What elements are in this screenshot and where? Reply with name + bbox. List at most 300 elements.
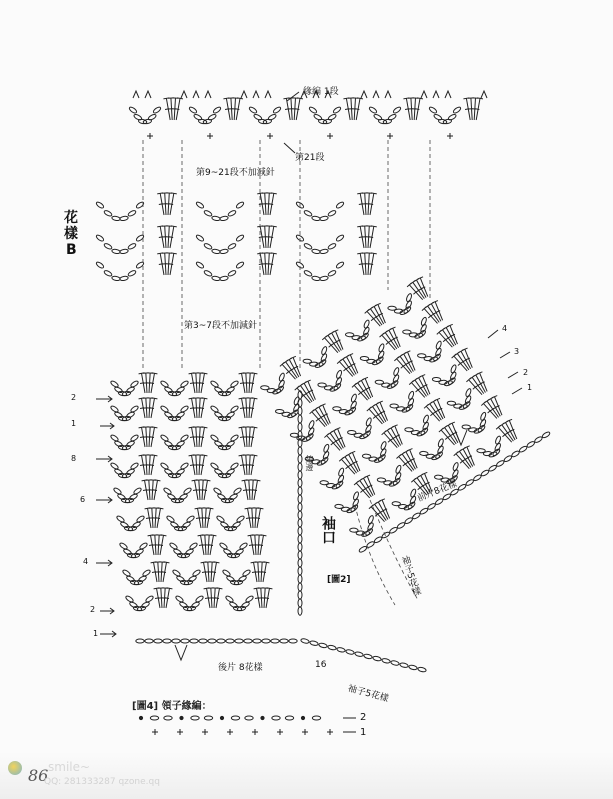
sc-stitch: [207, 133, 213, 139]
chain-stitch: [372, 656, 381, 662]
chain-stitch: [195, 201, 204, 209]
chain-stitch: [217, 639, 225, 643]
chain-stitch: [298, 567, 302, 575]
chain-stitch: [130, 462, 139, 470]
chain-stitch: [303, 210, 312, 218]
chain-stitch: [303, 243, 312, 251]
chain-stitch: [406, 293, 413, 302]
chain-stitch: [183, 487, 192, 495]
row-number-left-1: 2: [71, 393, 77, 402]
chain-stitch: [541, 431, 550, 439]
chain-stitch: [95, 201, 104, 209]
chain-stitch: [335, 261, 344, 269]
pattern-b-char-1: 花: [64, 210, 78, 226]
label-leader: [284, 143, 295, 153]
chain-stitch: [526, 440, 535, 448]
chain-stitch: [437, 438, 444, 447]
chain-stitch: [203, 210, 212, 218]
label-sleeve-patterns: 袖子5花樣: [346, 683, 390, 705]
chain-stitch: [378, 343, 385, 352]
slip-stitch-icon: [220, 716, 223, 719]
chain-stitch: [195, 261, 204, 269]
chain-stitch: [488, 464, 497, 472]
footer-bar: [0, 752, 613, 799]
chain-stitch: [327, 210, 336, 218]
chain-stitch: [465, 388, 472, 397]
chain-stitch: [235, 201, 244, 209]
chain-stitch: [95, 261, 104, 269]
picot-icon: [361, 91, 367, 98]
chain-stitch: [233, 487, 242, 495]
chain-stitch: [380, 441, 387, 450]
chain-stitch: [95, 234, 104, 242]
dc-stitch: [250, 427, 258, 447]
chain-stitch: [145, 595, 154, 603]
chain-stitch: [298, 591, 302, 599]
dc-stitch: [369, 253, 377, 275]
picot-icon: [241, 91, 247, 98]
chain-stitch: [208, 113, 217, 121]
dc-stitch: [250, 455, 258, 475]
dc-stitch: [200, 427, 208, 447]
chain-stitch: [271, 639, 279, 643]
chain-stitch: [190, 639, 198, 643]
chain-stitch: [480, 412, 487, 421]
dc-stitch: [369, 226, 377, 248]
chain-stitch: [427, 502, 436, 510]
watermark-qq: QQ: 281333287 qzone.qq: [44, 777, 160, 787]
chain-stitch: [298, 495, 302, 503]
chain-stitch: [321, 346, 328, 355]
dc-stitch: [165, 588, 173, 608]
chain-stitch: [480, 469, 489, 477]
sc-stitch: [277, 729, 283, 735]
chain-stitch: [245, 595, 254, 603]
chain-stitch: [239, 542, 248, 550]
chain-stitch: [127, 270, 136, 278]
dc-stitch: [209, 535, 217, 555]
chain-stitch: [298, 535, 302, 543]
row-number-left-7: 1: [93, 629, 99, 638]
label-rows-9-21: 第9~21段不加減針: [196, 168, 275, 178]
dc-stitch: [262, 562, 270, 582]
dc-stitch: [269, 193, 277, 215]
chain-stitch: [272, 106, 281, 114]
chain-stitch: [164, 716, 172, 720]
row-arrow: [508, 372, 518, 378]
sc-stitch: [327, 729, 333, 735]
chain-stitch: [235, 639, 243, 643]
label-edge: 編邊: [305, 455, 314, 471]
dc-stitch: [162, 562, 170, 582]
chain-stitch: [473, 474, 482, 482]
dc-stitch: [159, 535, 167, 555]
chain-stitch: [519, 445, 528, 453]
chain-stitch: [150, 716, 158, 720]
slip-stitch-icon: [301, 716, 304, 719]
row-arrow: [512, 388, 522, 394]
chain-stitch: [242, 569, 251, 577]
dc-stitch: [156, 508, 164, 528]
chain-stitch: [163, 639, 171, 643]
dc-stitch: [355, 98, 363, 120]
pattern-b-rows: [95, 193, 376, 281]
row-number-left-4: 6: [80, 495, 86, 504]
chain-stitch: [180, 434, 189, 442]
guide-curve: [355, 505, 395, 605]
chain-stitch: [136, 515, 145, 523]
picot-icon: [481, 91, 487, 98]
chain-stitch: [119, 216, 128, 222]
chain-stitch: [230, 405, 239, 413]
chain-stitch: [381, 658, 390, 664]
chain-stitch: [130, 405, 139, 413]
dc-stitch: [256, 508, 264, 528]
slip-stitch-icon: [139, 716, 142, 719]
chain-stitch: [422, 414, 429, 423]
chain-stitch: [219, 249, 228, 255]
chain-stitch: [204, 716, 212, 720]
chain-stitch: [503, 455, 512, 463]
pattern-b-char-2: 樣: [64, 226, 78, 242]
fig4-row2-label: 2: [360, 712, 367, 723]
chain-stitch: [365, 417, 372, 426]
chain-stitch: [236, 515, 245, 523]
chain-stitch: [298, 503, 302, 511]
dc-stitch: [169, 193, 177, 215]
chain-stitch: [319, 249, 328, 255]
chain-stitch: [195, 234, 204, 242]
row-number-left-2: 1: [71, 419, 77, 428]
chain-stitch: [363, 653, 372, 659]
dc-stitch: [212, 562, 220, 582]
dc-stitch: [200, 373, 208, 393]
chain-stitch: [452, 462, 459, 471]
chain-stitch: [139, 542, 148, 550]
chain-stitch: [435, 498, 444, 506]
chain-stitch: [363, 319, 370, 328]
body-rows: [110, 373, 302, 615]
chain-stitch: [298, 487, 302, 495]
dc-stitch: [150, 398, 158, 418]
dc-stitch: [295, 98, 303, 120]
dc-stitch: [206, 508, 214, 528]
chain-stitch: [358, 545, 367, 553]
chain-stitch: [298, 447, 302, 455]
row-number-left-3: 8: [71, 454, 77, 463]
chain-stitch: [180, 462, 189, 470]
chain-stitch: [396, 522, 405, 530]
row-number-right-2: 3: [514, 347, 520, 356]
picot-icon: [445, 91, 451, 98]
chain-stitch: [308, 106, 317, 114]
dc-stitch: [415, 98, 423, 120]
chain-stitch: [298, 551, 302, 559]
chain-stitch: [285, 716, 293, 720]
chain-stitch: [111, 276, 120, 282]
sc-stitch: [267, 133, 273, 139]
chain-stitch: [199, 639, 207, 643]
chain-stitch: [298, 543, 302, 551]
row-number-right-4: 1: [527, 383, 533, 392]
chain-stitch: [452, 106, 461, 114]
chain-stitch: [465, 479, 474, 487]
chain-stitch: [278, 372, 285, 381]
dc-stitch: [169, 253, 177, 275]
label-edging-row1: 緣編 1段: [303, 87, 339, 97]
chain-stitch: [227, 270, 236, 278]
dc-stitch: [169, 226, 177, 248]
chain-stitch: [203, 243, 212, 251]
sc-stitch: [202, 729, 208, 735]
picot-icon: [421, 91, 427, 98]
chain-stitch: [127, 243, 136, 251]
foundation-chain: [96, 92, 522, 673]
row-arrow: [500, 352, 510, 358]
picot-icon: [145, 91, 151, 98]
chain-stitch: [298, 559, 302, 567]
pattern-b-char-3: B: [66, 242, 77, 258]
chain-stitch: [280, 639, 288, 643]
chain-stitch: [293, 396, 300, 405]
chain-stitch: [450, 364, 457, 373]
dc-stitch: [259, 535, 267, 555]
chain-stitch: [417, 667, 426, 673]
chain-stitch: [345, 649, 354, 655]
chain-stitch: [212, 106, 221, 114]
dc-stitch: [269, 226, 277, 248]
dc-stitch: [150, 427, 158, 447]
slip-stitch-icon: [180, 716, 183, 719]
dc-stitch: [269, 253, 277, 275]
chain-stitch: [300, 638, 309, 644]
chain-stitch: [133, 487, 142, 495]
chain-stitch: [457, 483, 466, 491]
chain-stitch: [298, 575, 302, 583]
dc-stitch: [153, 480, 161, 500]
dc-stitch: [150, 373, 158, 393]
label-sleeve-vertical: 袖子5花樣: [398, 554, 422, 598]
chain-stitch: [298, 519, 302, 527]
chain-stitch: [298, 463, 302, 471]
picot-icon: [373, 91, 379, 98]
chain-stitch: [374, 536, 383, 544]
label-rows-3-7: 第3~7段不加減針: [184, 321, 257, 331]
chain-stitch: [303, 270, 312, 278]
chain-stitch: [154, 639, 162, 643]
chain-stitch: [298, 607, 302, 615]
chain-stitch: [289, 639, 297, 643]
dc-stitch: [369, 193, 377, 215]
chain-stitch: [219, 276, 228, 282]
chain-stitch: [308, 420, 315, 429]
chain-stitch: [328, 113, 337, 121]
dc-stitch: [253, 480, 261, 500]
chain-stitch: [311, 249, 320, 255]
slip-stitch-icon: [261, 716, 264, 719]
dc-stitch: [200, 455, 208, 475]
chain-stitch: [235, 261, 244, 269]
chain-stitch: [419, 507, 428, 515]
chain-stitch: [327, 270, 336, 278]
label-16: 16: [315, 660, 327, 670]
chain-stitch: [408, 664, 417, 670]
picot-icon: [265, 91, 271, 98]
chain-stitch: [103, 210, 112, 218]
label-back-patterns: 後片 8花樣: [218, 663, 263, 673]
fig4-collar-chart: [139, 716, 356, 735]
watermark-signature: smile~: [48, 760, 91, 774]
label-sleeve-cuff: 袖口: [320, 516, 336, 544]
chain-stitch: [404, 517, 413, 525]
chain-stitch: [208, 639, 216, 643]
chain-stitch: [327, 243, 336, 251]
chain-stitch: [354, 651, 363, 657]
row-number-right-3: 2: [523, 368, 529, 377]
chain-stitch: [381, 531, 390, 539]
row-arrow: [488, 330, 498, 338]
fig4-title: [圖4] 領子緣編：: [132, 701, 212, 712]
chain-stitch: [230, 462, 239, 470]
chain-stitch: [142, 569, 151, 577]
dc-stitch: [203, 480, 211, 500]
chain-stitch: [298, 479, 302, 487]
sc-stitch: [327, 133, 333, 139]
chain-stitch: [262, 639, 270, 643]
chain-stitch: [188, 106, 197, 114]
fig4-row1-label: 1: [360, 727, 367, 738]
chain-stitch: [180, 380, 189, 388]
chain-stitch: [230, 380, 239, 388]
chain-stitch: [368, 106, 377, 114]
chain-stitch: [103, 243, 112, 251]
chain-stitch: [103, 270, 112, 278]
chain-stitch: [119, 249, 128, 255]
chain-stitch: [298, 423, 302, 431]
dc-stitch: [175, 98, 183, 120]
chain-stitch: [448, 113, 457, 121]
chain-stitch: [311, 216, 320, 222]
chain-stitch: [152, 106, 161, 114]
dc-stitch: [250, 373, 258, 393]
chain-stitch: [511, 450, 520, 458]
chain-stitch: [309, 640, 318, 646]
picot-icon: [385, 91, 391, 98]
chain-stitch: [319, 216, 328, 222]
sc-stitch: [227, 729, 233, 735]
sc-stitch: [152, 729, 158, 735]
dc-stitch: [265, 588, 273, 608]
chain-stitch: [192, 569, 201, 577]
chain-stitch: [389, 526, 398, 534]
dc-stitch: [200, 398, 208, 418]
chain-stitch: [338, 467, 345, 476]
chain-stitch: [172, 639, 180, 643]
chain-stitch: [420, 317, 427, 326]
chain-stitch: [195, 595, 204, 603]
row-number-left-5: 4: [83, 557, 89, 566]
chain-stitch: [350, 393, 357, 402]
row-number-left-6: 2: [90, 605, 96, 614]
dc-stitch: [215, 588, 223, 608]
chain-stitch: [393, 367, 400, 376]
chain-stitch: [428, 106, 437, 114]
chain-stitch: [323, 444, 330, 453]
chain-stitch: [495, 435, 502, 444]
chain-stitch: [211, 216, 220, 222]
chain-stitch: [127, 210, 136, 218]
chain-stitch: [412, 512, 421, 520]
chain-stitch: [298, 511, 302, 519]
sc-stitch: [447, 133, 453, 139]
sc-stitch: [147, 133, 153, 139]
chain-stitch: [226, 639, 234, 643]
chain-stitch: [399, 662, 408, 668]
chain-stitch: [298, 599, 302, 607]
chain-stitch: [327, 645, 336, 651]
chain-stitch: [336, 370, 343, 379]
picot-icon: [433, 91, 439, 98]
chain-stitch: [395, 465, 402, 474]
sc-stitch: [177, 729, 183, 735]
watermark-logo-icon: [8, 761, 22, 775]
chain-stitch: [245, 716, 253, 720]
chain-stitch: [311, 276, 320, 282]
chain-stitch: [145, 639, 153, 643]
chain-stitch: [367, 515, 374, 524]
chain-stitch: [248, 106, 257, 114]
chain-stitch: [181, 639, 189, 643]
chain-stitch: [235, 234, 244, 242]
label-row21: 第21段: [295, 153, 325, 163]
chain-stitch: [298, 527, 302, 535]
chain-stitch: [227, 210, 236, 218]
picot-icon: [205, 91, 211, 98]
chain-stitch: [119, 276, 128, 282]
label-leader: [287, 92, 299, 101]
chain-stitch: [534, 436, 543, 444]
chain-stitch: [189, 542, 198, 550]
chain-stitch: [312, 716, 320, 720]
chain-stitch: [336, 647, 345, 653]
picot-icon: [181, 91, 187, 98]
dc-stitch: [235, 98, 243, 120]
chain-stitch: [130, 434, 139, 442]
chain-stitch: [298, 455, 302, 463]
chain-stitch: [319, 276, 328, 282]
chain-stitch: [496, 460, 505, 468]
chain-stitch: [203, 270, 212, 278]
chain-stitch: [353, 491, 360, 500]
chain-stitch: [186, 515, 195, 523]
sc-stitch: [302, 729, 308, 735]
chain-stitch: [244, 639, 252, 643]
label-fig2: [圖2]: [327, 575, 351, 585]
chain-stitch: [390, 660, 399, 666]
chain-stitch: [318, 642, 327, 648]
sc-stitch: [252, 729, 258, 735]
triangle-marker-icon: [175, 645, 187, 660]
chain-stitch: [408, 391, 415, 400]
chain-stitch: [335, 234, 344, 242]
sc-stitch: [387, 133, 393, 139]
picot-icon: [133, 91, 139, 98]
pattern-top-rows: [128, 91, 487, 139]
dc-stitch: [475, 98, 483, 120]
chain-stitch: [298, 471, 302, 479]
chain-stitch: [332, 106, 341, 114]
chain-stitch: [298, 583, 302, 591]
